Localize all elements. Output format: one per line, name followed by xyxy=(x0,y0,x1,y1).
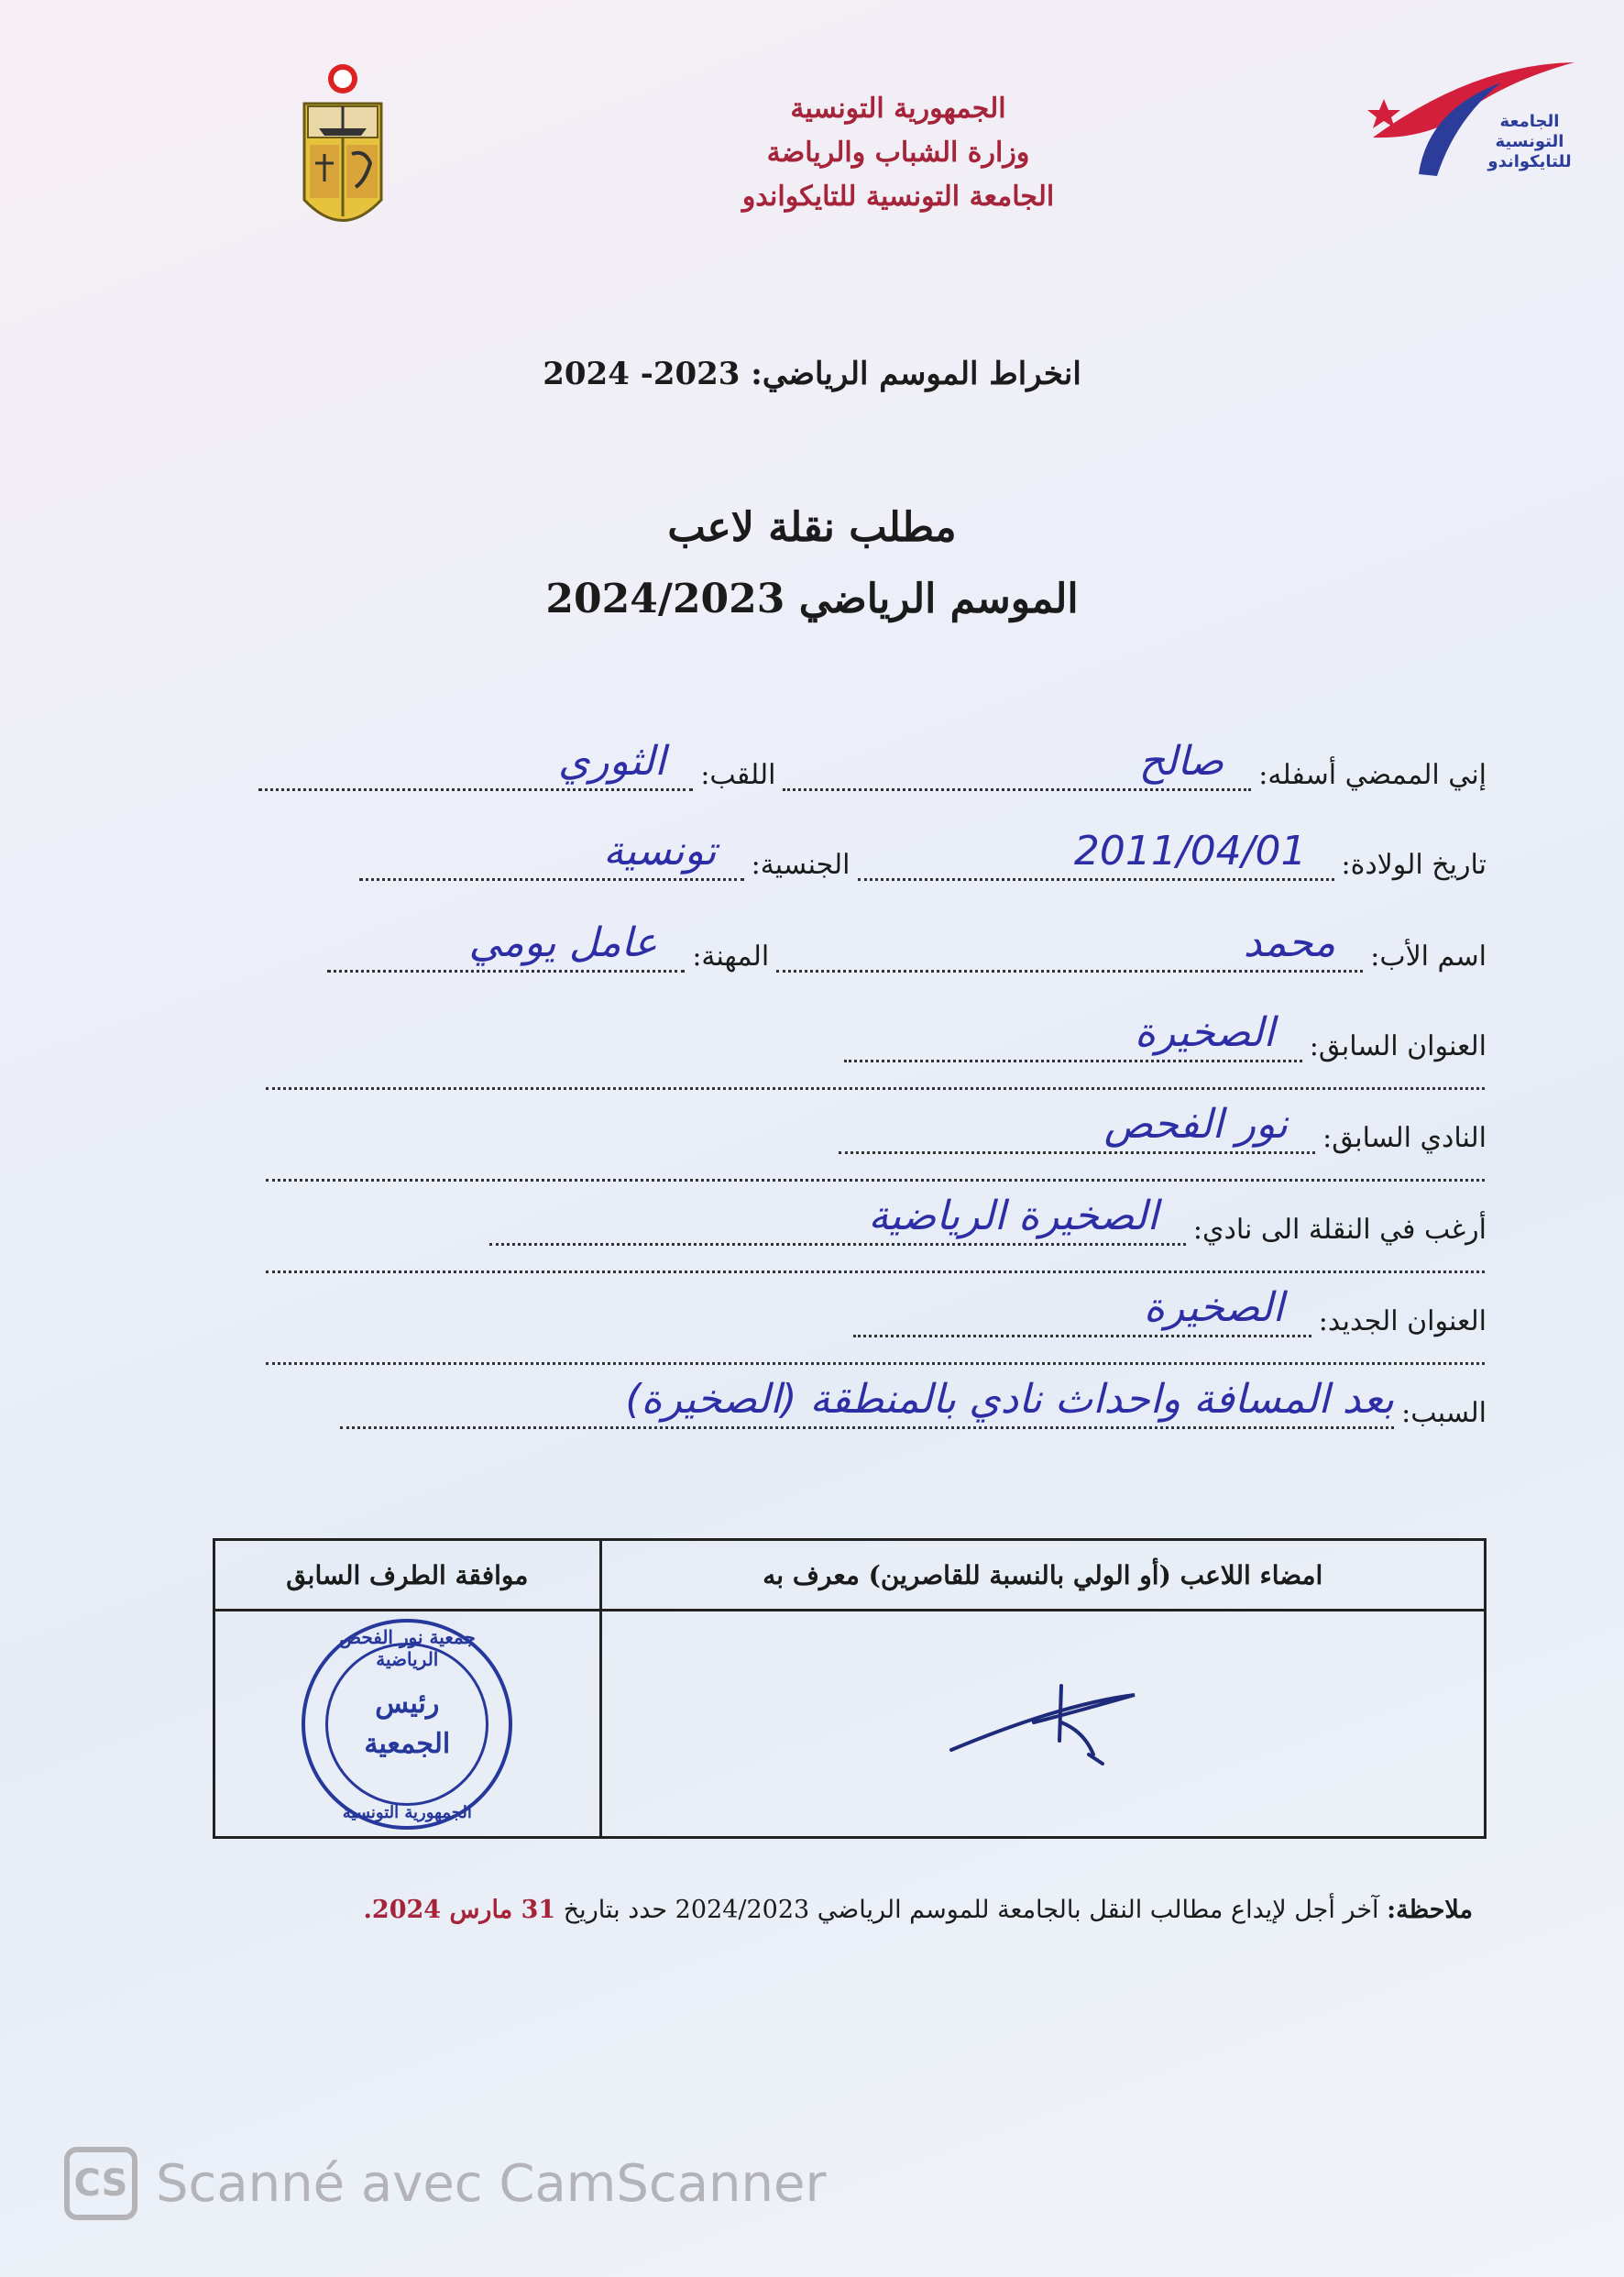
handwritten-signature-icon xyxy=(924,1667,1162,1777)
player-signature-header: امضاء اللاعب (أو الولي بالنسبة للقاصرين) معرف به xyxy=(600,1540,1485,1611)
stamp-line1: رئيس xyxy=(375,1687,440,1720)
surname-field[interactable] xyxy=(258,738,693,791)
surname-value: الثوري xyxy=(557,738,666,785)
target-club-dots xyxy=(266,1261,1485,1273)
prev-club-value: نور الفحص xyxy=(1103,1101,1289,1148)
prev-club-dots xyxy=(266,1170,1485,1182)
profession-field[interactable] xyxy=(327,919,685,973)
camscanner-text: Scanné avec CamScanner xyxy=(156,2153,827,2214)
father-label: اسم الأب: xyxy=(1370,940,1487,973)
header-federation: الجامعة التونسية للتايكواندو xyxy=(741,181,1055,213)
field-row-prev-club xyxy=(258,1101,1487,1154)
prev-address-dots xyxy=(266,1078,1485,1090)
stamp-ring-bottom-text: الجمهورية التونسية xyxy=(342,1802,472,1822)
profession-value: عامل يومي xyxy=(468,919,658,966)
previous-party-approval-header: موافقة الطرف السابق xyxy=(214,1540,601,1611)
deadline-note xyxy=(364,1896,1473,1924)
field-row-father xyxy=(258,919,1487,973)
target-club-value: الصخيرة الرياضية xyxy=(868,1193,1158,1239)
father-name-field[interactable] xyxy=(776,919,1363,973)
target-club-field[interactable] xyxy=(489,1193,1186,1246)
father-name-value: محمد xyxy=(1243,919,1336,966)
field-row-birth xyxy=(258,828,1487,881)
reason-value: بعد المسافة واحداث نادي بالمنطقة (الصخيرة) xyxy=(625,1376,1395,1423)
stamp-line2: الجمعية xyxy=(364,1727,451,1760)
note-deadline: 31 مارس 2024. xyxy=(363,1896,556,1924)
new-address-dots xyxy=(266,1353,1485,1365)
previous-party-approval-cell[interactable] xyxy=(214,1611,601,1838)
nationality-label: الجنسية: xyxy=(751,849,850,881)
season-line: انخراط الموسم الرياضي: 2023- 2024 xyxy=(543,356,1081,392)
nationality-field[interactable] xyxy=(359,828,744,881)
prev-club-field[interactable] xyxy=(839,1101,1315,1154)
birth-date-value: 2011/04/01 xyxy=(1073,828,1307,874)
logo-text-line3: للتايكواندو xyxy=(1487,152,1572,171)
field-row-name xyxy=(258,738,1487,791)
page-subtitle: الموسم الرياضي 2024/2023 xyxy=(545,576,1079,622)
field-row-reason xyxy=(84,1376,1487,1429)
logo-text-line2: التونسية xyxy=(1495,132,1564,151)
header-republic: الجمهورية التونسية xyxy=(790,93,1006,125)
profession-label: المهنة: xyxy=(692,940,770,973)
reason-field[interactable] xyxy=(340,1376,1395,1429)
club-stamp xyxy=(302,1619,512,1830)
tunisia-coat-of-arms-icon xyxy=(291,62,394,236)
reason-label: السبب: xyxy=(1401,1397,1487,1429)
prev-club-label: النادي السابق: xyxy=(1322,1122,1487,1154)
birth-date-field[interactable] xyxy=(858,828,1334,881)
signature-table xyxy=(213,1538,1487,1839)
note-label: ملاحظة: xyxy=(1387,1896,1473,1924)
birth-label: تاريخ الولادة: xyxy=(1341,849,1487,881)
camscanner-logo-icon: CS xyxy=(64,2147,137,2220)
camscanner-watermark xyxy=(64,2147,826,2220)
prev-address-value: الصخيرة xyxy=(1134,1009,1275,1056)
page-title: مطلب نقلة لاعب xyxy=(667,504,957,551)
header-ministry: وزارة الشباب والرياضة xyxy=(766,137,1030,169)
field-row-target-club xyxy=(258,1193,1487,1246)
nationality-value: تونسية xyxy=(603,828,717,874)
first-name-field[interactable] xyxy=(783,738,1251,791)
player-signature-cell[interactable] xyxy=(600,1611,1485,1838)
field-row-prev-address xyxy=(258,1009,1487,1062)
first-name-value: صالح xyxy=(1138,738,1224,785)
header-block xyxy=(724,87,1072,219)
logo-text-line1: الجامعة xyxy=(1499,112,1560,131)
stamp-ring-top-text: جمعية نور الفحص الرياضية xyxy=(338,1625,476,1670)
note-text: آخر أجل لإيداع مطالب النقل بالجامعة للموسم الرياضي 2024/2023 حدد بتاريخ xyxy=(563,1896,1379,1924)
new-address-label: العنوان الجديد: xyxy=(1318,1305,1487,1337)
intro-label: إني الممضي أسفله: xyxy=(1258,759,1487,791)
field-row-new-address xyxy=(258,1284,1487,1337)
federation-logo xyxy=(1364,55,1584,183)
target-club-label: أرغب في النقلة الى نادي: xyxy=(1192,1214,1487,1246)
new-address-field[interactable] xyxy=(853,1284,1311,1337)
surname-label: اللقب: xyxy=(700,759,776,791)
prev-address-label: العنوان السابق: xyxy=(1309,1030,1487,1062)
new-address-value: الصخيرة xyxy=(1144,1284,1284,1331)
prev-address-field[interactable] xyxy=(844,1009,1302,1062)
